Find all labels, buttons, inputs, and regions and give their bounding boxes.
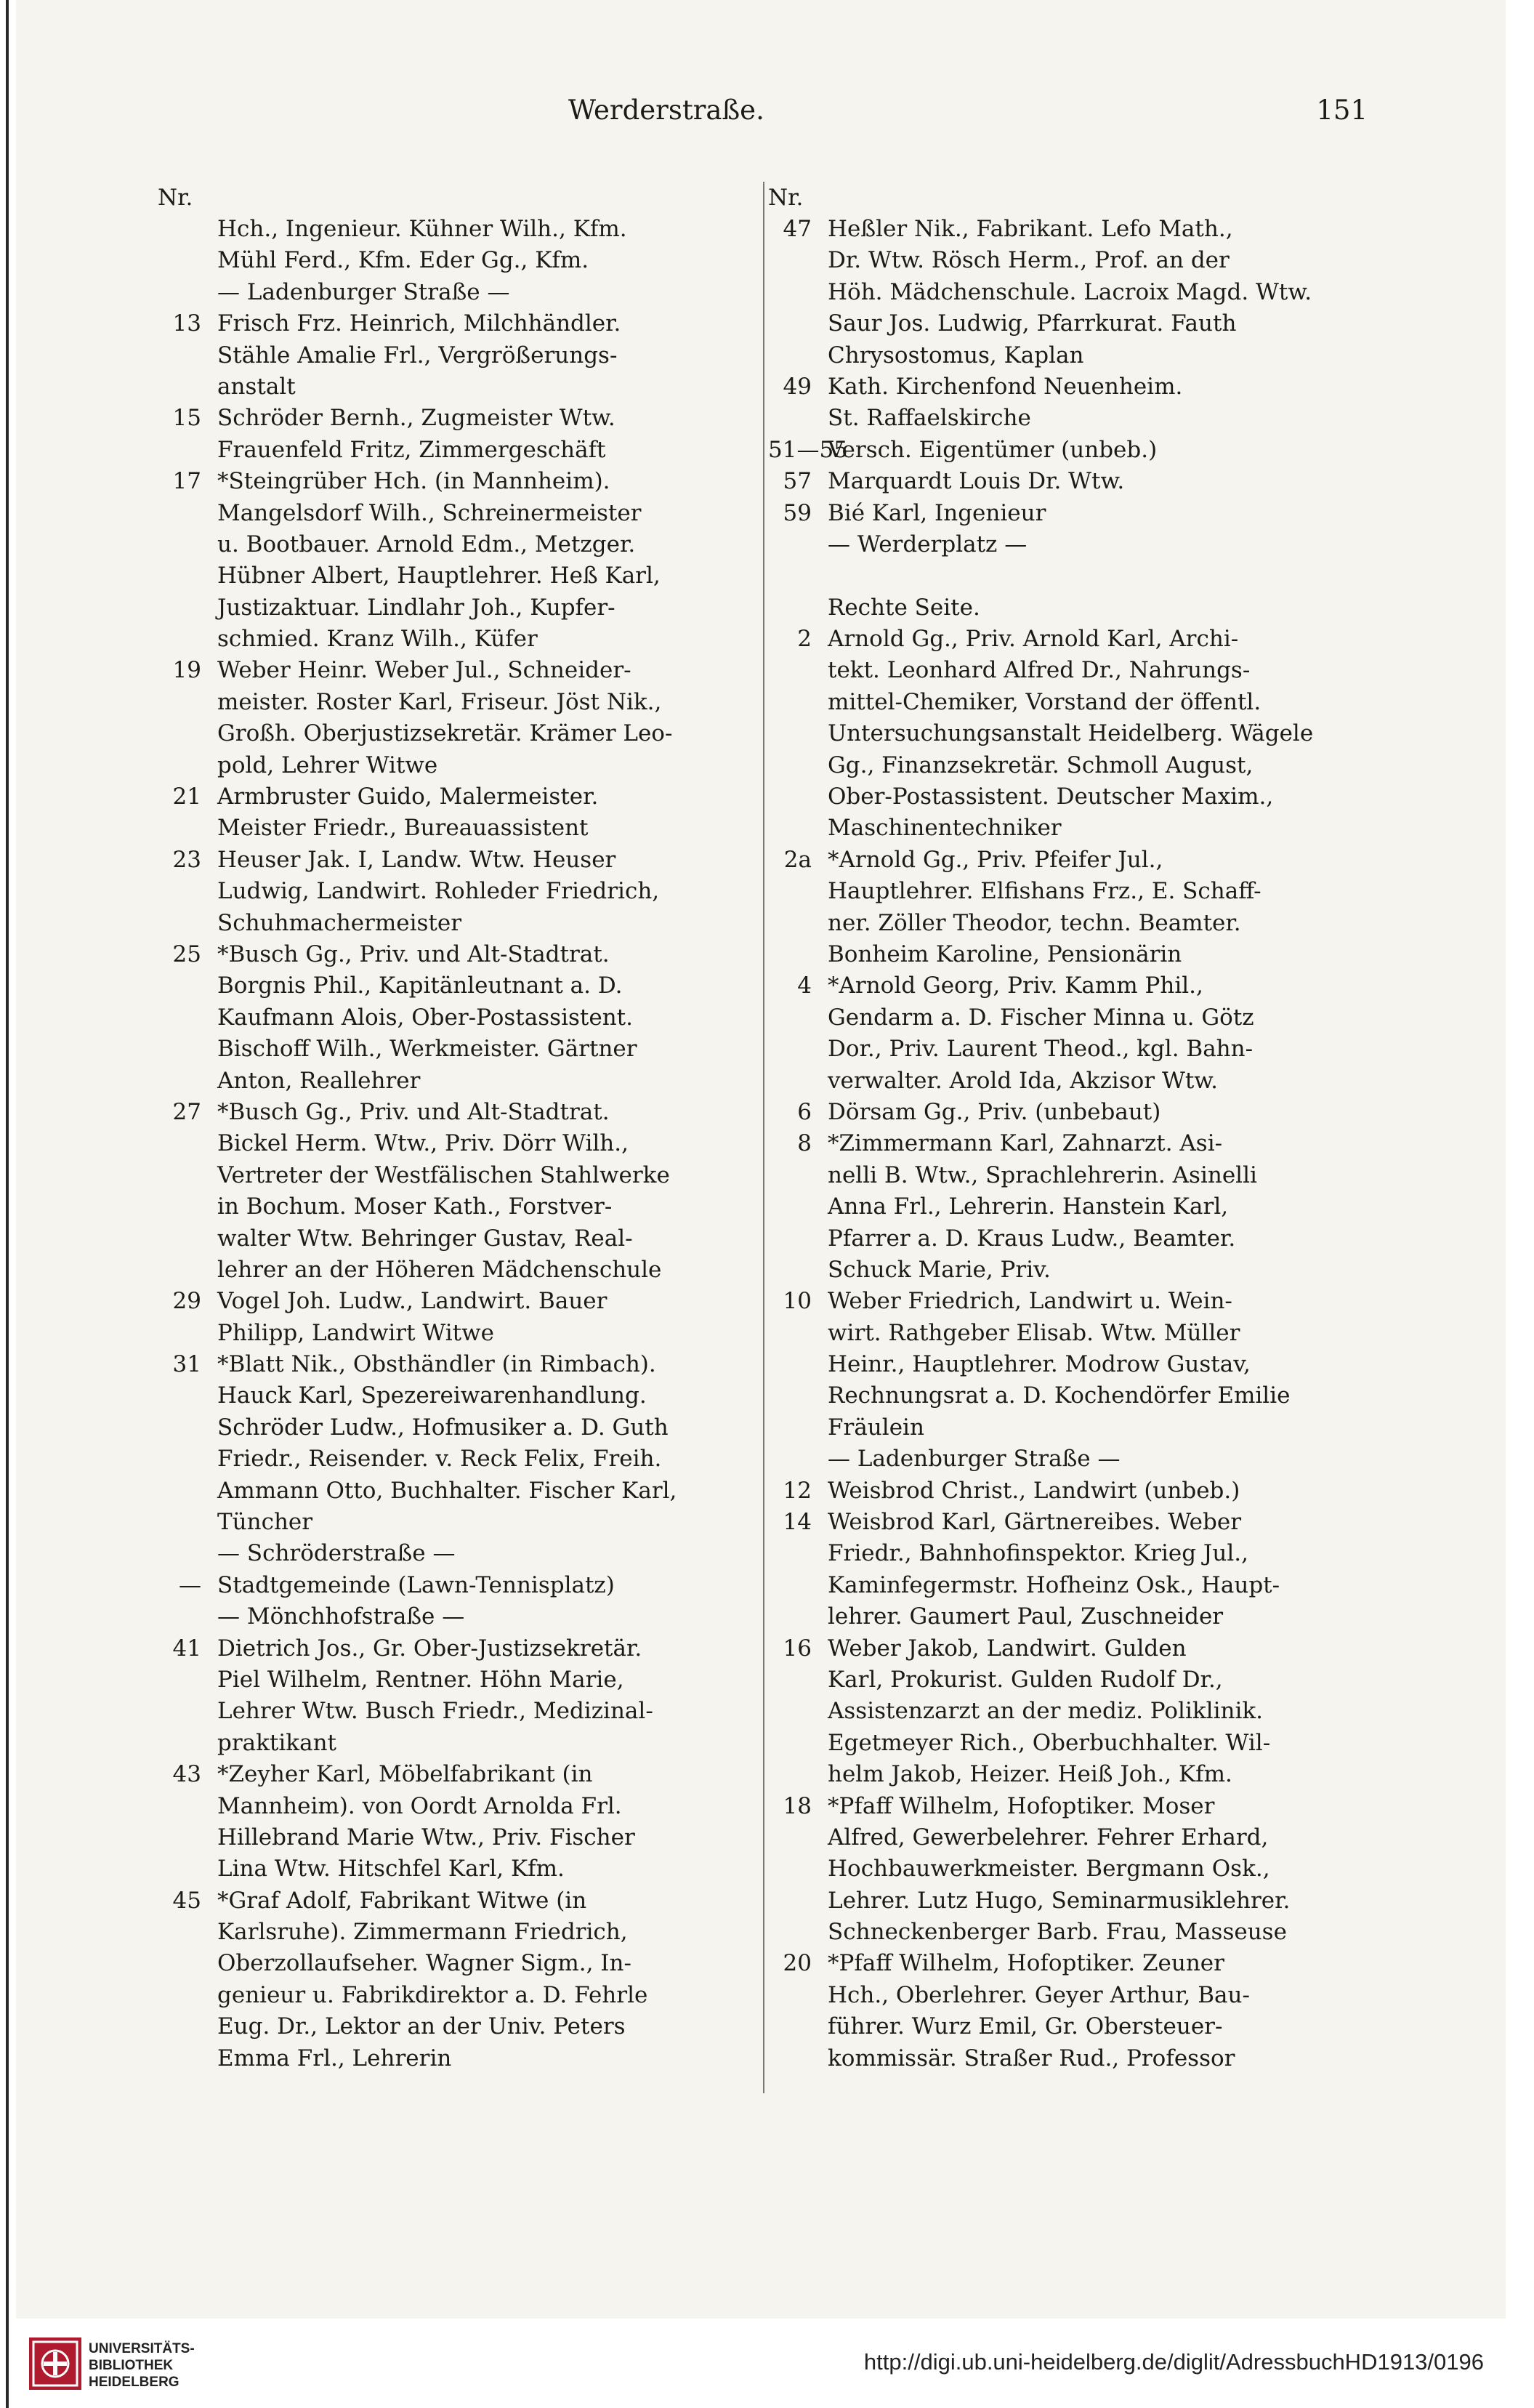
entry-text: Karl, Prokurist. Gulden Rudolf Dr., (828, 1666, 1223, 1693)
right-column (768, 182, 1371, 2074)
entry-line (158, 1948, 761, 1979)
entry-text: Chrysostomus, Kaplan (828, 342, 1084, 369)
house-number: 45 (172, 1887, 201, 1914)
house-number: 8 (797, 1130, 812, 1157)
entry-text: wirt. Rathgeber Elisab. Wtw. Müller (828, 1319, 1240, 1346)
entry-line (158, 1128, 761, 1159)
right-entry-list (768, 214, 1371, 2074)
house-number: 13 (172, 310, 201, 337)
entry-line (158, 1570, 761, 1601)
entry-text: — Werderplatz — (828, 531, 1028, 557)
entry-line (158, 1601, 761, 1632)
entry-line (158, 371, 761, 403)
house-number: 12 (783, 1477, 812, 1504)
entry-text: Philipp, Landwirt Witwe (217, 1319, 494, 1346)
entry-text: praktikant (217, 1729, 336, 1756)
entry-line (158, 498, 761, 529)
entry-text: führer. Wurz Emil, Gr. Obersteuer- (828, 2013, 1223, 2040)
entry-line (768, 1633, 1371, 1664)
entry-text: Schröder Ludw., Hofmusiker a. D. Guth (217, 1414, 669, 1441)
house-number: 41 (172, 1635, 201, 1662)
entry-text: Dor., Priv. Laurent Theod., kgl. Bahn- (828, 1036, 1254, 1063)
entry-text: Weisbrod Christ., Landwirt (unbeb.) (828, 1477, 1240, 1504)
entry-text: Untersuchungsanstalt Heidelberg. Wägele (828, 720, 1314, 747)
entry-line (768, 813, 1371, 844)
entry-text: in Bochum. Moser Kath., Forstver- (217, 1193, 613, 1220)
entry-line (768, 939, 1371, 970)
entry-text: Dr. Wtw. Rösch Herm., Prof. an der (828, 247, 1230, 274)
house-number: 49 (783, 373, 812, 400)
entry-line (768, 340, 1371, 371)
entry-line (768, 718, 1371, 749)
entry-text: Versch. Eigentümer (unbeb.) (828, 436, 1158, 463)
nr-label: Nr. (158, 185, 193, 211)
entry-text: Dietrich Jos., Gr. Ober-Justizsekretär. (217, 1635, 642, 1662)
entry-text: Hillebrand Marie Wtw., Priv. Fischer (217, 1824, 635, 1851)
entry-text: Egetmeyer Rich., Oberbuchhalter. Wil- (828, 1729, 1271, 1756)
entry-line (158, 1286, 761, 1317)
entry-line (768, 277, 1371, 308)
entry-line (158, 1318, 761, 1349)
entry-line (158, 781, 761, 813)
entry-text: verwalter. Arold Ida, Akzisor Wtw. (828, 1067, 1218, 1094)
page-header (161, 94, 1397, 138)
entry-line (768, 624, 1371, 655)
entry-text: — Ladenburger Straße — (828, 1446, 1121, 1473)
entry-line (158, 1822, 761, 1853)
house-number: 31 (172, 1351, 201, 1378)
entry-line (768, 245, 1371, 276)
entry-line (768, 403, 1371, 434)
entry-text: lehrer an der Höheren Mädchenschule (217, 1256, 662, 1283)
entry-text: Bischoff Wilh., Werkmeister. Gärtner (217, 1036, 637, 1063)
entry-line (158, 1349, 761, 1380)
entry-text: Kaufmann Alois, Ober-Postassistent. (217, 1004, 633, 1031)
entry-line (768, 1980, 1371, 2011)
house-number: 23 (172, 846, 201, 873)
entry-line (768, 1380, 1371, 1412)
entry-text: Arnold Gg., Priv. Arnold Karl, Archi- (828, 626, 1239, 653)
entry-line (768, 908, 1371, 939)
entry-line (158, 1507, 761, 1538)
entry-text: Meister Friedr., Bureauassistent (217, 815, 589, 842)
entry-line (158, 1538, 761, 1569)
entry-text: meister. Roster Karl, Friseur. Jöst Nik., (217, 688, 662, 715)
entry-text: Kaminfegermstr. Hofheinz Osk., Haupt- (828, 1571, 1280, 1598)
entry-line (158, 340, 761, 371)
entry-text: pold, Lehrer Witwe (217, 752, 438, 778)
entry-line (158, 1002, 761, 1034)
entry-text: Frisch Frz. Heinrich, Milchhändler. (217, 310, 621, 337)
entry-line (158, 308, 761, 339)
entry-text: Stähle Amalie Frl., Vergrößerungs- (217, 342, 618, 369)
entry-line (768, 1853, 1371, 1885)
entry-line (158, 1097, 761, 1128)
house-number: 6 (797, 1098, 812, 1125)
entry-text: *Busch Gg., Priv. und Alt-Stadtrat. (217, 1098, 610, 1125)
entry-text: *Busch Gg., Priv. und Alt-Stadtrat. (217, 941, 610, 967)
entry-line (158, 1223, 761, 1255)
entry-line (158, 1066, 761, 1097)
entry-line (768, 781, 1371, 813)
entry-text: Pfarrer a. D. Kraus Ludw., Beamter. (828, 1225, 1236, 1252)
entry-text: tekt. Leonhard Alfred Dr., Nahrungs- (828, 657, 1251, 684)
entry-line (158, 845, 761, 876)
entry-text: *Pfaff Wilhelm, Hofoptiker. Zeuner (828, 1950, 1224, 1977)
entry-line (158, 1980, 761, 2011)
entry-text: Friedr., Bahnhofinspektor. Krieg Jul., (828, 1540, 1248, 1567)
entry-text: Assistenzarzt an der mediz. Poliklinik. (828, 1698, 1264, 1725)
entry-text: Rechnungsrat a. D. Kochendörfer Emilie (828, 1382, 1291, 1409)
entry-text: Heßler Nik., Fabrikant. Lefo Math., (828, 216, 1233, 242)
house-number: 57 (783, 468, 812, 495)
entry-text: Lina Wtw. Hitschfel Karl, Kfm. (217, 1856, 565, 1882)
entry-text: Bickel Herm. Wtw., Priv. Dörr Wilh., (217, 1130, 629, 1157)
entry-text: Maschinentechniker (828, 815, 1062, 842)
entry-text: Mangelsdorf Wilh., Schreinermeister (217, 499, 642, 526)
house-number: 2a (783, 846, 812, 873)
scanned-page (16, 0, 1506, 2408)
entry-line (768, 1601, 1371, 1632)
entry-text: Armbruster Guido, Malermeister. (217, 784, 599, 810)
library-name-line: BIBLIOTHEK (89, 2358, 174, 2373)
source-url[interactable]: http://digi.ub.uni-heidelberg.de/diglit/AdressbuchHD1913/0196 (863, 2349, 1484, 2375)
entry-line (768, 498, 1371, 529)
entry-text: Rechte Seite. (828, 594, 980, 621)
entry-text: Schuhmachermeister (217, 909, 462, 936)
entry-line (158, 1759, 761, 1790)
house-number: 14 (783, 1509, 812, 1536)
entry-line (768, 1128, 1371, 1159)
entry-line (768, 1286, 1371, 1317)
entry-line (768, 655, 1371, 686)
entry-text: mittel-Chemiker, Vorstand der öffentl. (828, 688, 1261, 715)
entry-text: schmied. Kranz Wilh., Küfer (217, 626, 538, 653)
entry-line (158, 466, 761, 497)
entry-line (158, 1380, 761, 1412)
column-divider (763, 182, 764, 2093)
entry-line (768, 1191, 1371, 1223)
entry-line (768, 845, 1371, 876)
entry-text: walter Wtw. Behringer Gustav, Real- (217, 1225, 633, 1252)
house-number: 21 (172, 784, 201, 810)
entry-text: Lehrer Wtw. Busch Friedr., Medizinal- (217, 1698, 653, 1725)
house-number: 15 (172, 405, 201, 432)
entry-line (158, 435, 761, 466)
entry-text: Weber Heinr. Weber Jul., Schneider- (217, 657, 631, 684)
entry-text: Mühl Ferd., Kfm. Eder Gg., Kfm. (217, 247, 589, 274)
entry-text: Hübner Albert, Hauptlehrer. Heß Karl, (217, 563, 661, 589)
entry-line (158, 1791, 761, 1822)
entry-line (158, 2011, 761, 2042)
entry-text: Vogel Joh. Ludw., Landwirt. Bauer (217, 1288, 607, 1315)
house-number: — (179, 1571, 201, 1598)
entry-text: — Ladenburger Straße — (217, 278, 510, 305)
entry-text: helm Jakob, Heizer. Heiß Joh., Kfm. (828, 1761, 1232, 1788)
entry-text: *Pfaff Wilhelm, Hofoptiker. Moser (828, 1792, 1215, 1819)
entry-line (768, 435, 1371, 466)
entry-text: *Arnold Georg, Priv. Kamm Phil., (828, 973, 1203, 999)
page-number: 151 (1316, 94, 1368, 126)
entry-text: Mannheim). von Oordt Arnolda Frl. (217, 1792, 622, 1819)
entry-text: St. Raffaelskirche (828, 405, 1031, 432)
entry-text: kommissär. Straßer Rud., Professor (828, 2045, 1235, 2071)
entry-text: Justizaktuar. Lindlahr Joh., Kupfer- (217, 594, 615, 621)
entry-line (768, 308, 1371, 339)
entry-line (158, 1412, 761, 1443)
entry-line (768, 1002, 1371, 1034)
house-number: 18 (783, 1792, 812, 1819)
entry-text: Hauck Karl, Spezereiwarenhandlung. (217, 1382, 647, 1409)
entry-text: anstalt (217, 373, 296, 400)
entry-line (768, 560, 1371, 592)
entry-text: Hauptlehrer. Elfishans Frz., E. Schaff- (828, 878, 1261, 905)
house-number: 16 (783, 1635, 812, 1662)
entry-text: Saur Jos. Ludwig, Pfarrkurat. Fauth (828, 310, 1237, 337)
entry-line (768, 1728, 1371, 1759)
entry-line (768, 1822, 1371, 1853)
footer-bar (16, 2319, 1506, 2408)
entry-text: genieur u. Fabrikdirektor a. D. Fehrle (217, 1981, 648, 2008)
entry-text: Dörsam Gg., Priv. (unbebaut) (828, 1098, 1161, 1125)
entry-text: *Zeyher Karl, Möbelfabrikant (in (217, 1761, 593, 1788)
entry-text: Bié Karl, Ingenieur (828, 499, 1046, 526)
entry-line (768, 2011, 1371, 2042)
entry-text: Hochbauwerkmeister. Bergmann Osk., (828, 1856, 1270, 1882)
entry-line (768, 1349, 1371, 1380)
entry-line (158, 1696, 761, 1727)
entry-line (158, 1191, 761, 1223)
entry-text: nelli B. Wtw., Sprachlehrerin. Asinelli (828, 1161, 1257, 1188)
left-entry-list (158, 214, 761, 2074)
entry-line (768, 1160, 1371, 1191)
entry-line (158, 529, 761, 560)
entry-text: Frauenfeld Fritz, Zimmergeschäft (217, 436, 606, 463)
entry-text: Borgnis Phil., Kapitänleutnant a. D. (217, 973, 623, 999)
entry-text: *Arnold Gg., Priv. Pfeifer Jul., (828, 846, 1163, 873)
house-number: 19 (172, 657, 201, 684)
entry-text: ner. Zöller Theodor, techn. Beamter. (828, 909, 1241, 936)
house-number: 47 (783, 216, 812, 242)
entry-line (768, 1443, 1371, 1475)
entry-text: *Graf Adolf, Fabrikant Witwe (in (217, 1887, 587, 1914)
entry-text: u. Bootbauer. Arnold Edm., Metzger. (217, 531, 636, 557)
entry-line (158, 718, 761, 749)
entry-text: lehrer. Gaumert Paul, Zuschneider (828, 1603, 1224, 1630)
entry-text: Anton, Reallehrer (217, 1067, 421, 1094)
entry-line (158, 592, 761, 624)
entry-line (768, 529, 1371, 560)
entry-line (768, 750, 1371, 781)
entry-text: Großh. Oberjustizsekretär. Krämer Leo- (217, 720, 673, 747)
entry-line (158, 1917, 761, 1948)
entry-line (768, 1475, 1371, 1507)
entry-line (158, 655, 761, 686)
entry-text: Lehrer. Lutz Hugo, Seminarmusiklehrer. (828, 1887, 1291, 1914)
library-name (89, 2340, 195, 2391)
entry-text: Schneckenberger Barb. Frau, Masseuse (828, 1919, 1287, 1946)
entry-text: *Blatt Nik., Obsthändler (in Rimbach). (217, 1351, 656, 1378)
entry-line (768, 1538, 1371, 1569)
entry-line (158, 277, 761, 308)
entry-line (158, 876, 761, 907)
house-number: 43 (172, 1761, 201, 1788)
entry-text: Ludwig, Landwirt. Rohleder Friedrich, (217, 878, 660, 905)
running-title: Werderstraße. (568, 94, 764, 126)
entry-text: Eug. Dr., Lektor an der Univ. Peters (217, 2013, 626, 2040)
entry-text: Schuck Marie, Priv. (828, 1256, 1051, 1283)
entry-text: Schröder Bernh., Zugmeister Wtw. (217, 405, 615, 432)
house-number: 29 (172, 1288, 201, 1315)
entry-line (158, 1853, 761, 1885)
entry-line (768, 1318, 1371, 1349)
entry-line (158, 1443, 761, 1475)
entry-text: Friedr., Reisender. v. Reck Felix, Freih. (217, 1446, 662, 1473)
entry-line (768, 876, 1371, 907)
entry-line (768, 1412, 1371, 1443)
house-number: 4 (797, 973, 812, 999)
entry-line (768, 1696, 1371, 1727)
house-number: 27 (172, 1098, 201, 1125)
entry-line (768, 687, 1371, 718)
entry-text: Bonheim Karoline, Pensionärin (828, 941, 1182, 967)
entry-text: Gg., Finanzsekretär. Schmoll August, (828, 752, 1254, 778)
entry-line (768, 1885, 1371, 1917)
entry-line (158, 1633, 761, 1664)
entry-line (158, 750, 761, 781)
entry-line (768, 592, 1371, 624)
entry-line (768, 371, 1371, 403)
entry-text: Ober-Postassistent. Deutscher Maxim., (828, 784, 1274, 810)
entry-text: Anna Frl., Lehrerin. Hanstein Karl, (828, 1193, 1229, 1220)
house-number: 59 (783, 499, 812, 526)
entry-line (158, 624, 761, 655)
entry-line (158, 2043, 761, 2074)
entry-line (768, 1034, 1371, 1065)
entry-text: Hch., Oberlehrer. Geyer Arthur, Bau- (828, 1981, 1250, 2008)
entry-line (768, 2043, 1371, 2074)
house-number: 10 (783, 1288, 812, 1315)
house-number: 51—55 (768, 436, 848, 463)
nr-label: Nr. (768, 185, 804, 211)
entry-line (158, 1475, 761, 1507)
entry-text: Tüncher (217, 1509, 313, 1536)
entry-line (158, 1160, 761, 1191)
entry-line (768, 1255, 1371, 1286)
entry-text: Marquardt Louis Dr. Wtw. (828, 468, 1125, 495)
entry-line (158, 1034, 761, 1065)
entry-text: — Mönchhofstraße — (217, 1603, 465, 1630)
entry-line (768, 1759, 1371, 1790)
entry-text: — Schröderstraße — (217, 1540, 456, 1567)
entry-text: Weber Friedrich, Landwirt u. Wein- (828, 1288, 1232, 1315)
entry-line (768, 466, 1371, 497)
entry-line (768, 970, 1371, 1002)
entry-line (158, 1885, 761, 1917)
entry-line (768, 1570, 1371, 1601)
entry-line (768, 1097, 1371, 1128)
entry-text: Gendarm a. D. Fischer Minna u. Götz (828, 1004, 1254, 1031)
house-number: 20 (783, 1950, 812, 1977)
entry-text: Emma Frl., Lehrerin (217, 2045, 452, 2071)
entry-line (158, 403, 761, 434)
scan-edge (6, 0, 9, 2408)
entry-line (768, 1507, 1371, 1538)
house-number: 25 (172, 941, 201, 967)
entry-text: Höh. Mädchenschule. Lacroix Magd. Wtw. (828, 278, 1312, 305)
entry-line (158, 214, 761, 245)
entry-text: Heinr., Hauptlehrer. Modrow Gustav, (828, 1351, 1251, 1378)
entry-text: Vertreter der Westfälischen Stahlwerke (217, 1161, 670, 1188)
entry-text: Kath. Kirchenfond Neuenheim. (828, 373, 1183, 400)
entry-line (158, 245, 761, 276)
entry-text: Fräulein (828, 1414, 924, 1441)
entry-text: Oberzollaufseher. Wagner Sigm., In- (217, 1950, 631, 1977)
entry-text: Weber Jakob, Landwirt. Gulden (828, 1635, 1187, 1662)
entry-line (158, 560, 761, 592)
entry-line (158, 939, 761, 970)
entry-text: Stadtgemeinde (Lawn-Tennisplatz) (217, 1571, 615, 1598)
entry-text: Alfred, Gewerbelehrer. Fehrer Erhard, (828, 1824, 1269, 1851)
entry-line (768, 214, 1371, 245)
library-name-line: HEIDELBERG (89, 2375, 179, 2390)
entry-line (158, 1728, 761, 1759)
entry-line (768, 1948, 1371, 1979)
entry-line (158, 1664, 761, 1696)
entry-text: *Steingrüber Hch. (in Mannheim). (217, 468, 610, 495)
entry-text: *Zimmermann Karl, Zahnarzt. Asi- (828, 1130, 1223, 1157)
entry-line (158, 687, 761, 718)
entry-line (768, 1223, 1371, 1255)
entry-text: Hch., Ingenieur. Kühner Wilh., Kfm. (217, 216, 627, 242)
left-column (158, 182, 761, 2074)
entry-text: Weisbrod Karl, Gärtnereibes. Weber (828, 1509, 1242, 1536)
entry-line (158, 1255, 761, 1286)
entry-line (768, 1791, 1371, 1822)
house-number: 17 (172, 468, 201, 495)
entry-text: Piel Wilhelm, Rentner. Höhn Marie, (217, 1666, 624, 1693)
entry-line (768, 1664, 1371, 1696)
entry-line (158, 970, 761, 1002)
entry-line (768, 1917, 1371, 1948)
house-number: 2 (797, 626, 812, 653)
library-name-line: UNIVERSITÄTS- (89, 2341, 195, 2356)
entry-text: Karlsruhe). Zimmermann Friedrich, (217, 1919, 628, 1946)
entry-text: Heuser Jak. I, Landw. Wtw. Heuser (217, 846, 616, 873)
entry-line (158, 813, 761, 844)
entry-line (158, 908, 761, 939)
university-seal-icon (26, 2335, 84, 2393)
entry-line (768, 1066, 1371, 1097)
entry-text: Ammann Otto, Buchhalter. Fischer Karl, (217, 1477, 677, 1504)
